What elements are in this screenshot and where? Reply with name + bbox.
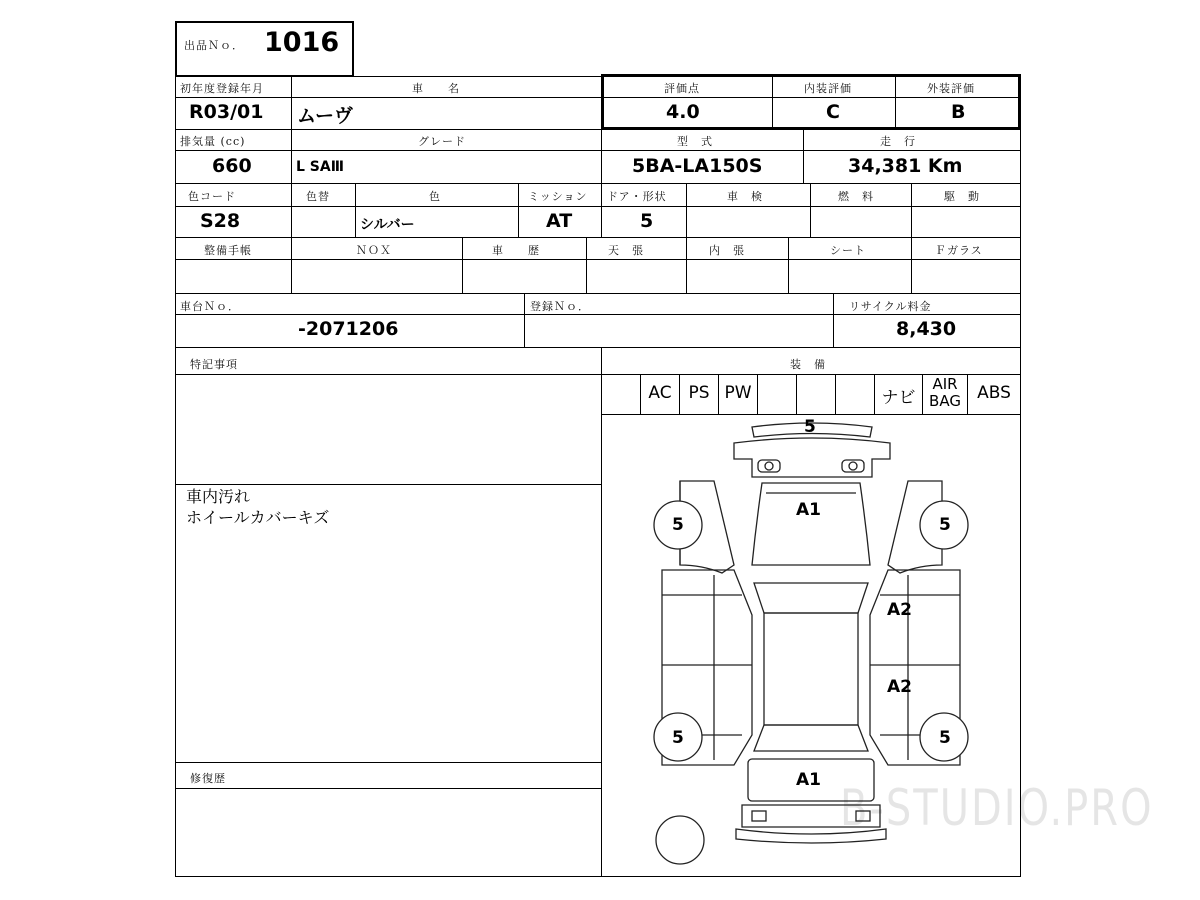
row-line	[175, 183, 1021, 184]
equipment-ps: PS	[688, 383, 710, 403]
diagram-mark-right-front-door: A2	[887, 600, 912, 620]
equipment-airbag: AIR BAG	[929, 375, 961, 410]
registration-no-label: 登録Ｎｏ．	[530, 300, 590, 313]
col-line	[835, 374, 836, 415]
drive-label: 駆 動	[944, 190, 980, 203]
row-line	[175, 347, 1021, 348]
equipment-label: 装 備	[790, 358, 826, 371]
row-line	[175, 314, 1021, 315]
row-line	[175, 293, 1021, 294]
diagram-mark-rear-right-wheel: 5	[939, 728, 951, 748]
mileage-value: 34,381 Km	[848, 155, 963, 177]
diagram-mark-rear-left-wheel: 5	[672, 728, 684, 748]
col-line	[462, 237, 463, 294]
col-line	[291, 129, 292, 184]
recycle-fee-value: 8,430	[896, 318, 957, 340]
chassis-no-label: 車台Ｎｏ．	[180, 300, 240, 313]
score-value: 4.0	[666, 101, 700, 123]
col-line	[810, 183, 811, 238]
col-line	[586, 237, 587, 294]
equipment-ac: AC	[648, 383, 672, 403]
color-code-value: S28	[200, 210, 241, 232]
fuel-label: 燃 料	[838, 190, 874, 203]
grade-value: L SAⅢ	[296, 159, 344, 175]
col-line	[757, 374, 758, 415]
ceiling-label: 天 張	[608, 244, 644, 257]
col-line	[686, 183, 687, 238]
lot-number-label: 出品Ｎｏ．	[184, 39, 244, 52]
transmission-value: AT	[546, 210, 573, 232]
color-code-label: 色コード	[188, 190, 236, 203]
displacement-label: 排気量 (cc)	[180, 135, 246, 148]
recycle-fee-label: リサイクル料金	[849, 300, 932, 313]
score-label: 評価点	[664, 82, 700, 95]
car-name-value: ムーヴ	[297, 105, 354, 127]
interior-score-value: C	[826, 101, 840, 123]
col-line	[911, 183, 912, 238]
exterior-score-label: 外装評価	[927, 82, 975, 95]
interior-label: 内 張	[709, 244, 745, 257]
row-line	[175, 484, 601, 485]
col-line	[803, 129, 804, 184]
row-line	[175, 762, 601, 763]
mileage-label: 走 行	[880, 135, 916, 148]
lot-number: 1016	[264, 27, 340, 58]
chassis-no-value: -2071206	[298, 318, 399, 340]
col-line	[833, 293, 834, 348]
transmission-label: ミッション	[528, 190, 588, 203]
color-value: シルバー	[360, 217, 415, 233]
col-line	[911, 237, 912, 294]
color-label: 色	[429, 190, 441, 203]
color-change-label: 色替	[306, 190, 330, 203]
first-registration-label: 初年度登録年月	[180, 82, 264, 95]
special-note-line: ホイールカバーキズ	[186, 508, 330, 527]
grade-label: グレード	[418, 135, 466, 148]
diagram-mark-front-right-wheel: 5	[939, 515, 951, 535]
col-line	[601, 183, 602, 238]
diagram-mark-right-rear-door: A2	[887, 677, 912, 697]
first-registration-value: R03/01	[189, 101, 264, 123]
watermark: B-STUDIO.PRO	[840, 780, 1154, 838]
col-line	[788, 237, 789, 294]
col-line	[601, 129, 602, 184]
model-value: 5BA-LA150S	[632, 155, 763, 177]
f-glass-label: Ｆガラス	[935, 244, 983, 257]
col-line	[895, 76, 896, 130]
car-name-label: 車 名	[412, 82, 460, 95]
history-label: 車 歴	[492, 244, 540, 257]
equipment-pw: PW	[724, 383, 752, 403]
special-notes-label: 特記事項	[190, 358, 238, 371]
model-label: 型 式	[677, 135, 713, 148]
diagram-mark-hood: A1	[796, 500, 821, 520]
maintenance-book-label: 整備手帳	[204, 244, 252, 257]
col-line	[355, 183, 356, 238]
equipment-navi: ナビ	[881, 388, 916, 408]
col-line	[291, 76, 292, 130]
nox-label: ＮＯＸ	[356, 244, 392, 257]
interior-score-label: 内装評価	[804, 82, 852, 95]
col-line	[291, 183, 292, 238]
seat-label: シート	[830, 244, 866, 257]
doors-value: 5	[640, 210, 654, 232]
row-line	[175, 206, 1021, 207]
doors-shape-label: ドア・形状	[607, 190, 667, 203]
col-line	[291, 237, 292, 294]
row-line	[175, 374, 1021, 375]
displacement-value: 660	[212, 155, 252, 177]
inspection-label: 車 検	[727, 190, 763, 203]
diagram-mark-windshield: 5	[804, 417, 816, 437]
repair-history-label: 修復歴	[190, 772, 226, 785]
special-note-line: 車内汚れ	[186, 487, 251, 506]
row-line	[175, 259, 1021, 260]
exterior-score-value: B	[951, 101, 966, 123]
row-line	[175, 237, 1021, 238]
diagram-mark-front-left-wheel: 5	[672, 515, 684, 535]
col-line	[796, 374, 797, 415]
row-line	[175, 150, 1021, 151]
col-line	[518, 183, 519, 238]
col-line	[772, 76, 773, 130]
col-line	[686, 237, 687, 294]
col-line	[524, 293, 525, 348]
row-line	[175, 788, 601, 789]
diagram-mark-rear-hatch: A1	[796, 770, 821, 790]
equipment-abs: ABS	[977, 383, 1011, 403]
